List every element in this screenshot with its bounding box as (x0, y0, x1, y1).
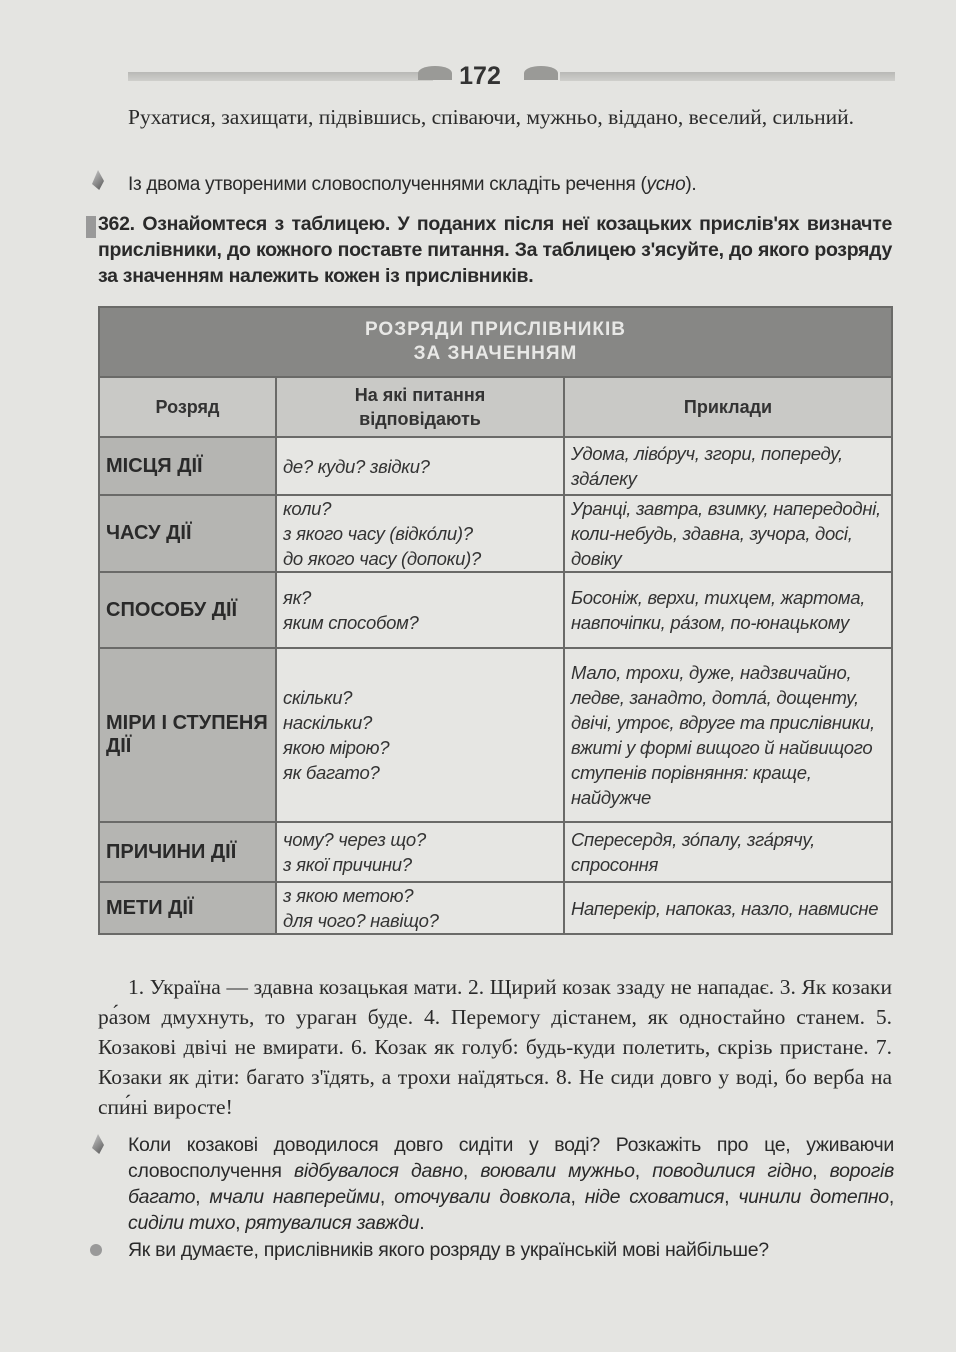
header-rule-right (560, 72, 895, 81)
table-row (99, 495, 892, 572)
question-line: де? куди? звідки? (283, 455, 430, 477)
italic-text: відбувалося давно (294, 1160, 463, 1182)
text: Коли козакові доводилося довго сидіти у воді? Розкажіть про це, уживаючи словосполучення (128, 1134, 894, 1182)
table-row (99, 648, 892, 822)
question-line: чому? через що? (283, 829, 426, 850)
text: . (419, 1212, 425, 1234)
pencil-icon (92, 170, 104, 190)
column-header-questions: На які питання відповідають (276, 377, 564, 437)
question-line: коли? (283, 498, 332, 519)
italic-text: сиділи тихо (128, 1212, 236, 1234)
proverbs-text: 1. Україна — здавна козацькая мати. 2. Щирий козак ззаду не нападає. 3. Як козаки ра́зом дмухнуть, то ураган буде. 4. Перемогу дістанем, як одностайно станем. 5. Козакові двічі не вмирати. 6. Козак як голуб: будь-куди полетить, скрізь пристане. 7. Козаки як діти: багато з'їдять, а трохи наїдяться. 8. Не сиди довго у воді, бо верба на спи́ні виросте! (98, 975, 892, 1119)
task-2 (128, 1132, 894, 1236)
question-line: з якою метою? (283, 885, 414, 906)
exercise-362 (98, 211, 892, 289)
italic-text: мчали навперейми (209, 1186, 380, 1208)
category-cell: ПРИЧИНИ ДІЇ (99, 822, 276, 882)
question-line: з якої причини? (283, 854, 412, 875)
category-cell: СПОСОБУ ДІЇ (99, 572, 276, 648)
page-number: 172 (459, 62, 501, 90)
bullet-icon (90, 1244, 102, 1256)
examples-cell (564, 495, 892, 572)
italic-text: Спересердя, зо́палу, зга́рячу, спросоння (571, 829, 815, 875)
text: ). (685, 174, 697, 195)
table-row (99, 822, 892, 882)
question-line: скільки? (283, 687, 353, 708)
discussion-question: Як ви думаєте, прислівників якого розряду в українській мові найбільше? (128, 1239, 769, 1261)
text: Із двома утвореними словосполученнями складіть речення ( (128, 174, 647, 195)
exercise-marker (86, 216, 96, 238)
italic-text: ворогів багато (128, 1160, 894, 1208)
table-title-line2: ЗА ЗНАЧЕННЯМ (413, 343, 578, 364)
category-cell: МІСЦЯ ДІЇ (99, 437, 276, 495)
question-line: наскільки? (283, 712, 373, 733)
text: , (462, 1160, 481, 1182)
table-row (99, 882, 892, 934)
text: , (235, 1212, 246, 1234)
text: , (379, 1186, 395, 1208)
italic-text: ніде сховатися (584, 1186, 725, 1208)
question-line: до якого часу (допоки)? (283, 548, 481, 569)
text: , (724, 1186, 739, 1208)
questions-cell (276, 495, 564, 572)
text: , (888, 1186, 894, 1208)
examples-cell (564, 822, 892, 882)
ornament-right-icon (524, 66, 558, 80)
category-cell: ЧАСУ ДІЇ (99, 495, 276, 572)
pencil-icon (92, 1134, 104, 1154)
italic-text: Наперекір, напоказ, назло, навмисне (571, 897, 879, 919)
text: , (634, 1160, 653, 1182)
table-row (99, 437, 892, 495)
text: , (570, 1186, 585, 1208)
question-line: для чого? навіщо? (283, 910, 439, 931)
italic-text: Уранці, завтра, взимку, напередодні, коли-небудь, здавна, зучора, досі, довіку (571, 498, 881, 569)
questions-cell (276, 648, 564, 822)
italic-text: рятувалися завжди (245, 1212, 420, 1234)
examples-cell (564, 437, 892, 495)
questions-cell (276, 882, 564, 934)
examples-cell (564, 572, 892, 648)
column-header-examples: Приклади (564, 377, 892, 437)
questions-cell (276, 822, 564, 882)
examples-cell (564, 648, 892, 822)
italic-text: краще, найдужче (571, 762, 812, 808)
italic-text: чинили дотепно (738, 1186, 889, 1208)
exercise-number: 362. (98, 213, 135, 235)
table-title-line1: РОЗРЯДИ ПРИСЛІВНИКІВ (365, 319, 626, 340)
question-line: якою мірою? (283, 737, 390, 758)
text: , (195, 1186, 210, 1208)
adverb-categories-table (98, 306, 893, 935)
italic-text: усно (646, 174, 686, 195)
category-cell: МЕТИ ДІЇ (99, 882, 276, 934)
category-cell: МІРИ І СТУПЕНЯ ДІЇ (99, 648, 276, 822)
italic-text: оточували довкола (394, 1186, 571, 1208)
italic-text: воювали мужньо (480, 1160, 635, 1182)
exercise-text: Ознайомтеся з таблицею. У поданих після неї козацьких прислів'ях визначте прислівники, до кожного поставте питання. За таблицею з'ясуйте, до якого розряду за значенням належить кожен із прислівників. (98, 213, 892, 287)
question-line: з якого часу (відко́ли)? (283, 523, 473, 544)
text: , (812, 1160, 830, 1182)
table-title (99, 307, 892, 377)
italic-text: Удома, ліво́руч, згори, попереду, зда́леку (571, 443, 843, 489)
question-line: яким способом? (283, 612, 419, 633)
header-rule-left (128, 72, 433, 81)
questions-cell (276, 437, 564, 495)
italic-text: Босоніж, верхи, тихцем, жартома, навпочіпки, ра́зом, по-юнацькому (571, 587, 866, 633)
questions-cell (276, 572, 564, 648)
italic-text: Мало, трохи, дуже, надзвичайно, ледве, занадто, дотла́, дощенту, двічі, утроє, вдруге (571, 662, 859, 733)
column-header-category: Розряд (99, 377, 276, 437)
question-line: як? (283, 587, 312, 608)
question-line: як багато? (283, 762, 380, 783)
table-row (99, 572, 892, 648)
intro-words: Рухатися, захищати, підвівшись, співаючи, мужньо, віддано, веселий, сильний. (128, 105, 855, 129)
examples-cell (564, 882, 892, 934)
task-note (128, 172, 898, 197)
italic-text: поводилися гідно (652, 1160, 813, 1182)
text: та прислівники, вжиті у формі вищого й найвищого ступенів порівняння: (571, 712, 875, 783)
